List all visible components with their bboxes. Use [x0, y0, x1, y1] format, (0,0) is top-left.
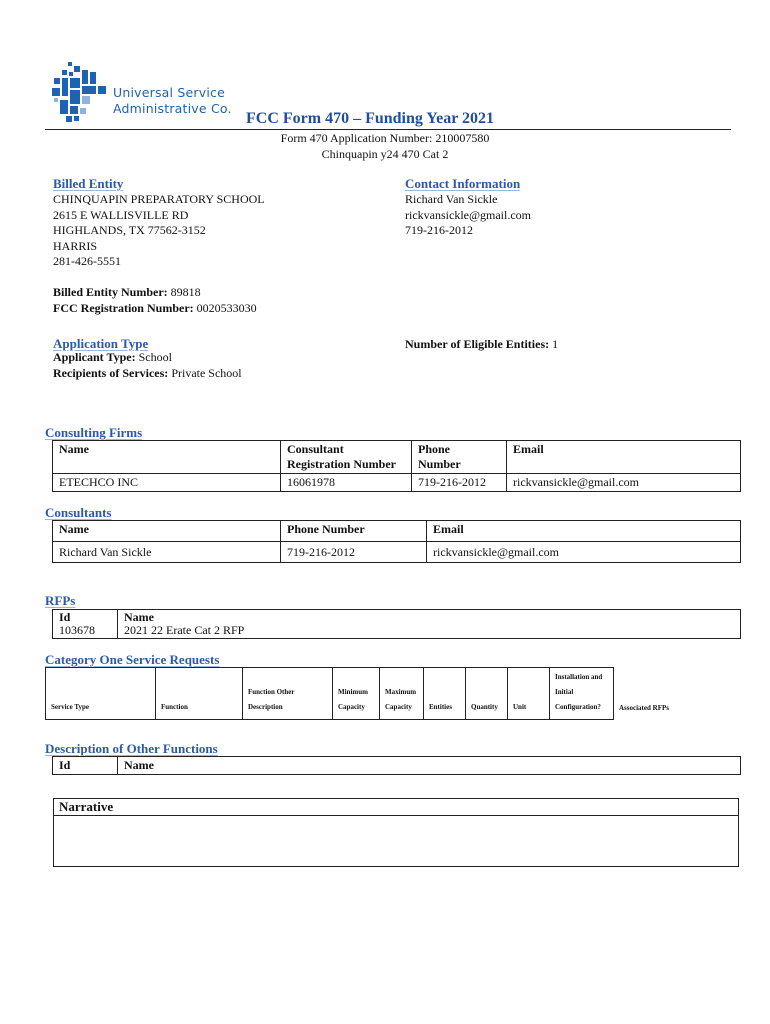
billed-entity-number: Billed Entity Number: 89818: [53, 285, 201, 299]
application-number: Form 470 Application Number: 210007580: [280, 131, 490, 145]
table-cell: 103678: [53, 624, 118, 639]
usac-logo: [50, 60, 110, 126]
column-header: Minimum Capacity: [333, 668, 380, 720]
other-functions-table: [52, 756, 741, 775]
table-cell: rickvansickle@gmail.com: [507, 474, 741, 492]
table-header-row: [46, 668, 691, 720]
table-cell: rickvansickle@gmail.com: [427, 542, 741, 563]
column-header: Function: [156, 668, 243, 720]
billed-entity-line: HARRIS: [53, 238, 98, 253]
billed-entity-heading: Billed Entity: [53, 176, 124, 191]
contact-phone: 719-216-2012: [405, 223, 473, 237]
table-cell: 16061978: [281, 474, 412, 492]
logo-line-2: Administrative Co.: [113, 101, 232, 116]
column-header: Installation and Initial Configuration?: [550, 668, 614, 720]
table-cell: ETECHCO INC: [53, 474, 281, 492]
header-rule: [45, 129, 731, 130]
recipients-of-services: Recipients of Services: Private School: [53, 365, 242, 380]
table-row: [53, 624, 741, 639]
column-header: Phone Number: [412, 441, 507, 474]
billed-entity-line: 2615 E WALLISVILLE RD: [53, 207, 189, 222]
narrative-box: [53, 798, 739, 867]
page-title: FCC Form 470 – Funding Year 2021: [246, 110, 494, 127]
eligible-entities: Number of Eligible Entities: 1: [405, 337, 559, 351]
table-row: [53, 474, 741, 492]
billed-entity-address: [53, 192, 265, 270]
consultants-table: [52, 520, 741, 563]
category-one-heading: Category One Service Requests: [45, 652, 220, 667]
table-header-row: [53, 521, 741, 542]
column-header: Entities: [424, 668, 466, 720]
other-functions-heading: Description of Other Functions: [45, 741, 218, 756]
fcc-registration-number: FCC Registration Number: 0020533030: [53, 300, 257, 315]
rfps-heading: RFPs: [45, 593, 76, 608]
column-header: Function Other Description: [243, 668, 333, 720]
contact-information-heading: Contact Information: [405, 176, 521, 191]
contact-email: rickvansickle@gmail.com: [405, 207, 532, 222]
table-header-row: [53, 757, 741, 775]
application-nickname: Chinquapin y24 470 Cat 2: [321, 146, 449, 161]
column-header: Phone Number: [281, 521, 427, 542]
consulting-firms-heading: Consulting Firms: [45, 425, 143, 440]
column-header: Unit: [508, 668, 550, 720]
table-cell: 719-216-2012: [281, 542, 427, 563]
column-header: Name: [53, 441, 281, 474]
column-header: Consultant Registration Number: [281, 441, 412, 474]
column-header: Id: [53, 757, 118, 775]
consulting-firms-table: [52, 440, 741, 492]
column-header: Name: [53, 521, 281, 542]
table-cell: 2021 22 Erate Cat 2 RFP: [118, 624, 741, 639]
narrative-label: Narrative: [54, 799, 738, 816]
billed-entity-line: CHINQUAPIN PREPARATORY SCHOOL: [53, 192, 265, 206]
contact-details: [405, 192, 531, 239]
column-header: Email: [427, 521, 741, 542]
column-header: Maximum Capacity: [380, 668, 424, 720]
column-header: Name: [118, 610, 741, 625]
column-header: Name: [118, 757, 741, 775]
column-header: Quantity: [466, 668, 508, 720]
column-header: Id: [53, 610, 118, 625]
rfps-table: [52, 609, 741, 639]
application-type-heading: Application Type: [53, 336, 149, 351]
logo-line-1: Universal Service: [113, 85, 225, 100]
category-one-table: [45, 667, 690, 720]
applicant-type: Applicant Type: School: [53, 350, 172, 364]
contact-name: Richard Van Sickle: [405, 192, 498, 206]
table-header-row: [53, 441, 741, 474]
billed-entity-line: HIGHLANDS, TX 77562-3152: [53, 223, 206, 237]
column-header: Email: [507, 441, 741, 474]
table-header-row: [53, 610, 741, 625]
column-header: Service Type: [46, 668, 156, 720]
consultants-heading: Consultants: [45, 505, 112, 520]
table-row: [53, 542, 741, 563]
billed-entity-line: 281-426-5551: [53, 254, 121, 268]
table-cell: 719-216-2012: [412, 474, 507, 492]
column-header: Associated RFPs: [619, 703, 669, 712]
table-cell: Richard Van Sickle: [53, 542, 281, 563]
usac-logo-mark-icon: [50, 60, 110, 126]
